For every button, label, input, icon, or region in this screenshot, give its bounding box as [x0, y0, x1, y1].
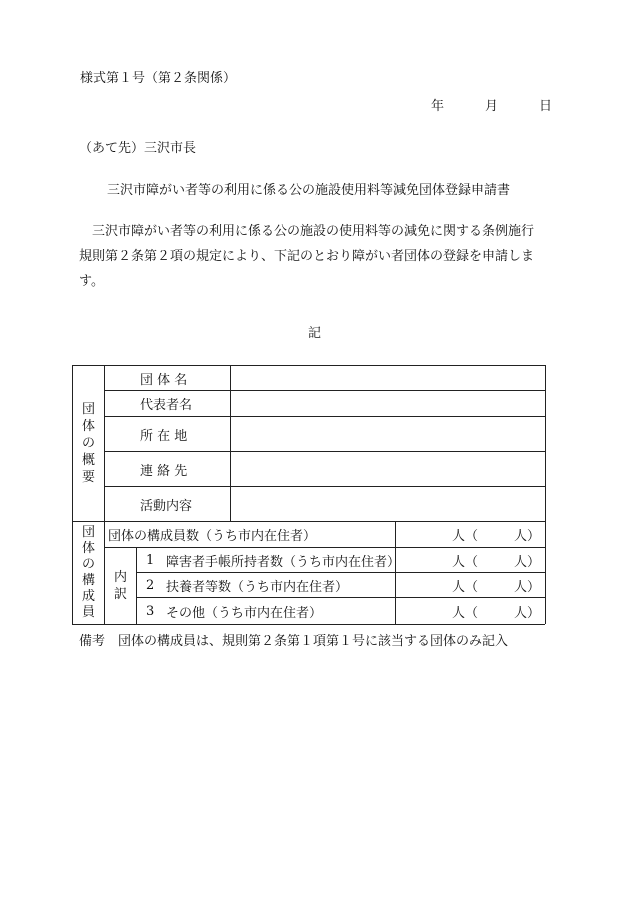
overview-header-char: の [81, 436, 95, 451]
addressee: （あて先）三沢市長 [79, 141, 197, 156]
overview-header-char: 体 [81, 419, 95, 434]
breakdown-row-unit-close: 人） [514, 579, 541, 595]
address-label: 所 在 地 [140, 428, 188, 444]
date-month-label: 月 [485, 99, 499, 114]
activity-label: 活動内容 [140, 498, 193, 514]
remarks-note: 備考 団体の構成員は、規則第２条第１項第１号に該当する団体のみ記入 [79, 634, 509, 649]
breakdown-row-unit-close: 人） [514, 554, 541, 570]
overview-header-char: 概 [81, 453, 95, 468]
representative-label: 代表者名 [140, 398, 193, 413]
breakdown-row-unit-open: 人（ [452, 554, 479, 570]
members-total-unit-open: 人（ [452, 529, 479, 544]
breakdown-row-unit-open: 人（ [452, 579, 479, 595]
breakdown-row-unit-close: 人） [514, 605, 541, 621]
breakdown-header [105, 548, 136, 624]
members-header-char: 員 [81, 605, 95, 620]
group-name-label: 団 体 名 [140, 372, 188, 388]
contact-field[interactable] [231, 452, 545, 486]
members-total-field[interactable] [466, 522, 512, 547]
breakdown-row-field[interactable] [466, 573, 512, 597]
contact-label: 連 絡 先 [140, 463, 188, 479]
overview-header-char: 要 [81, 470, 95, 485]
breakdown-row-unit-open: 人（ [452, 605, 479, 621]
members-header-char: 団 [81, 525, 95, 540]
body-line-2: 規則第２条第２項の規定により、下記のとおり障がい者団体の登録を申請しま [79, 249, 535, 264]
members-header [73, 522, 104, 624]
breakdown-row-number: 2 [146, 577, 155, 593]
members-total-unit-close: 人） [514, 529, 541, 544]
breakdown-row-label: 障害者手帳所持者数（うち市内在住者） [166, 554, 401, 570]
activity-field[interactable] [231, 487, 545, 521]
group-name-field[interactable] [231, 366, 545, 390]
representative-field[interactable] [231, 391, 545, 416]
breakdown-header-char: 訳 [113, 587, 127, 602]
form-number: 様式第１号（第２条関係） [80, 71, 237, 86]
breakdown-row-number: 1 [146, 552, 155, 568]
breakdown-header-char: 内 [113, 570, 127, 585]
breakdown-row-field[interactable] [466, 598, 512, 624]
ki-heading: 記 [308, 326, 322, 341]
overview-header-char: 団 [81, 402, 95, 417]
members-header-char: 体 [81, 541, 95, 556]
members-header-char: の [81, 557, 95, 572]
address-field[interactable] [231, 417, 545, 451]
body-line-1: 三沢市障がい者等の利用に係る公の施設の使用料等の減免に関する条例施行 [92, 224, 535, 239]
document-title: 三沢市障がい者等の利用に係る公の施設使用料等減免団体登録申請書 [107, 183, 511, 198]
body-line-3: す。 [79, 274, 104, 289]
date-day-label: 日 [539, 99, 553, 114]
members-header-char: 成 [81, 589, 95, 604]
breakdown-row-number: 3 [146, 603, 155, 619]
breakdown-row-field[interactable] [466, 548, 512, 572]
breakdown-row-label: その他（うち市内在住者） [166, 605, 323, 621]
overview-header [73, 366, 104, 521]
members-total-label: 団体の構成員数（うち市内在住者） [108, 529, 317, 544]
members-header-char: 構 [81, 573, 95, 588]
breakdown-row-label: 扶養者等数（うち市内在住者） [166, 579, 349, 595]
date-year-label: 年 [431, 99, 445, 114]
